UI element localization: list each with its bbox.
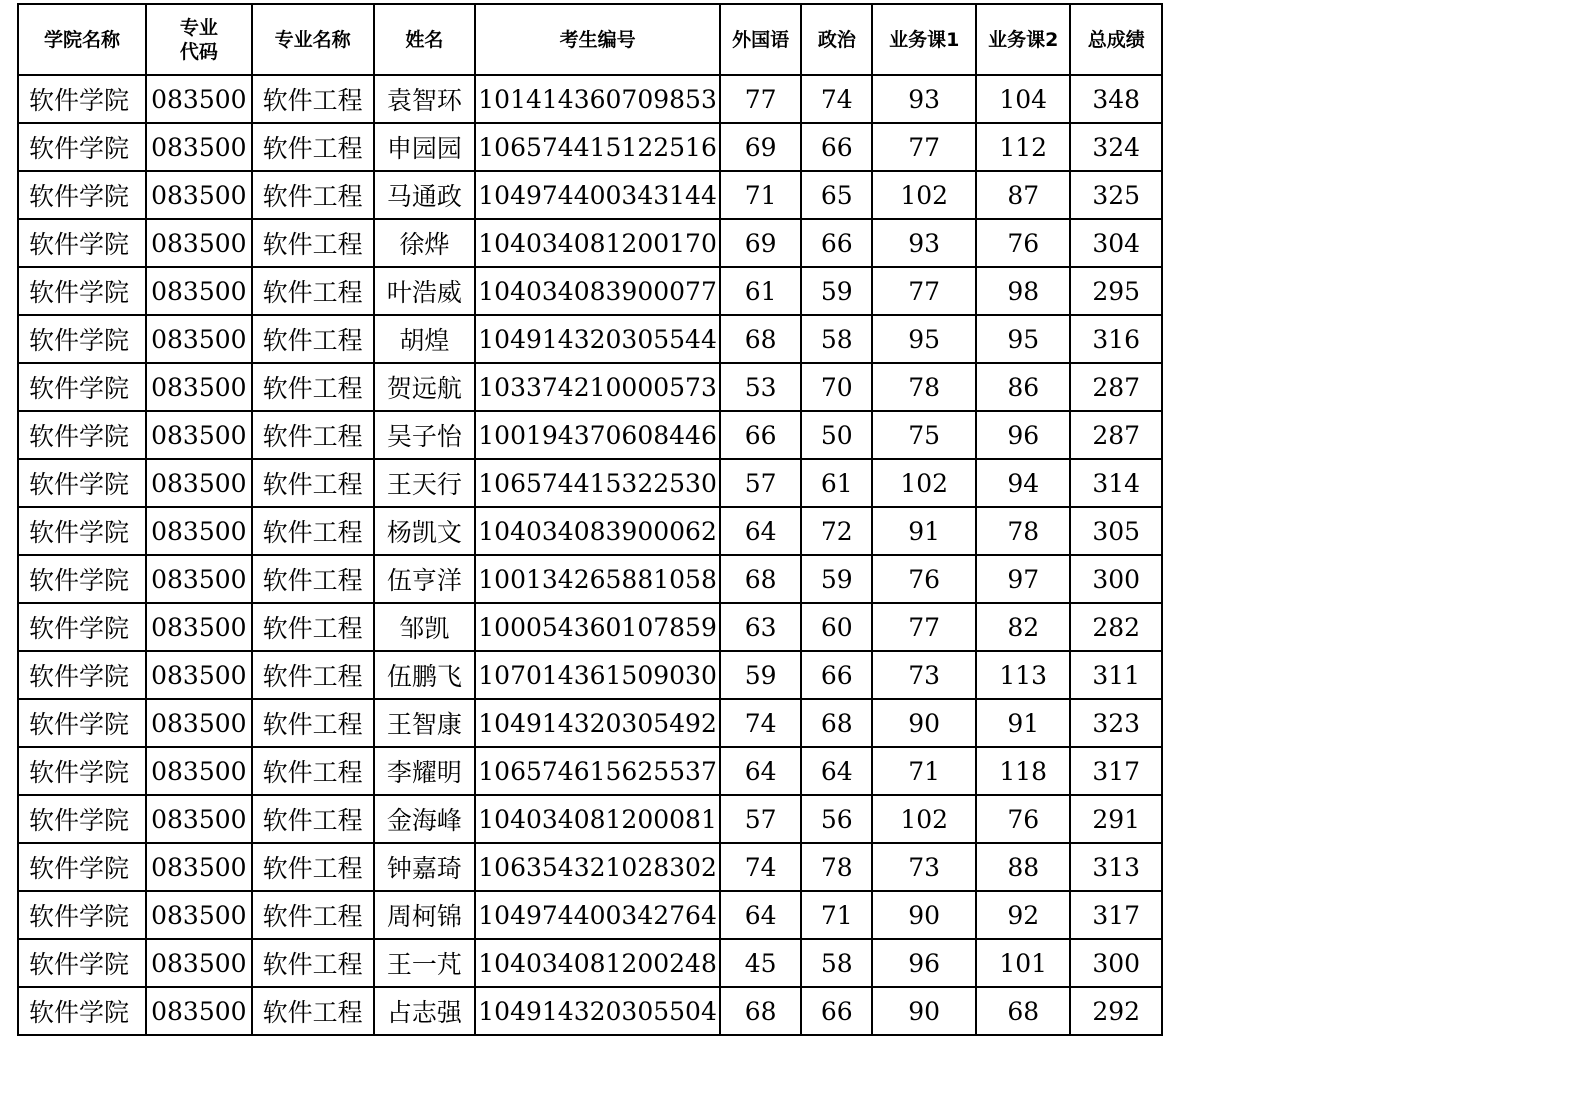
total-cell: 348 [1070,75,1162,123]
politics-cell: 50 [801,411,872,459]
total-cell: 305 [1070,507,1162,555]
major-name-cell: 软件工程 [252,987,374,1035]
exam-id-cell: 104034081200170 [475,219,720,267]
major-name-cell: 软件工程 [252,411,374,459]
major-code-cell: 083500 [146,795,252,843]
course1-cell: 77 [872,267,976,315]
exam-id-cell: 104974400343144 [475,171,720,219]
course1-cell: 77 [872,603,976,651]
major-code-cell: 083500 [146,555,252,603]
course1-cell: 102 [872,795,976,843]
total-cell: 323 [1070,699,1162,747]
major-code-cell: 083500 [146,699,252,747]
major-code-cell: 083500 [146,123,252,171]
total-cell: 311 [1070,651,1162,699]
major-name-cell: 软件工程 [252,123,374,171]
exam-id-cell: 104974400342764 [475,891,720,939]
header-course2: 业务课2 [976,4,1070,75]
name-cell: 伍鹏飞 [374,651,476,699]
header-name: 姓名 [374,4,476,75]
table-row [18,747,1162,795]
foreign-language-cell: 68 [720,555,801,603]
foreign-language-cell: 64 [720,507,801,555]
course2-cell: 112 [976,123,1070,171]
name-cell: 王智康 [374,699,476,747]
foreign-language-cell: 64 [720,747,801,795]
header-major-name: 专业名称 [252,4,374,75]
course1-cell: 90 [872,987,976,1035]
major-name-cell: 软件工程 [252,171,374,219]
major-name-cell: 软件工程 [252,843,374,891]
foreign-language-cell: 74 [720,843,801,891]
name-cell: 钟嘉琦 [374,843,476,891]
course1-cell: 75 [872,411,976,459]
total-cell: 287 [1070,363,1162,411]
foreign-language-cell: 61 [720,267,801,315]
table-row [18,843,1162,891]
foreign-language-cell: 69 [720,123,801,171]
major-name-cell: 软件工程 [252,267,374,315]
foreign-language-cell: 69 [720,219,801,267]
politics-cell: 70 [801,363,872,411]
college-cell: 软件学院 [18,747,146,795]
table-row [18,939,1162,987]
politics-cell: 68 [801,699,872,747]
course2-cell: 104 [976,75,1070,123]
total-cell: 324 [1070,123,1162,171]
politics-cell: 59 [801,555,872,603]
college-cell: 软件学院 [18,123,146,171]
major-code-cell: 083500 [146,315,252,363]
college-cell: 软件学院 [18,699,146,747]
course2-cell: 96 [976,411,1070,459]
major-code-cell: 083500 [146,75,252,123]
major-code-cell: 083500 [146,651,252,699]
politics-cell: 59 [801,267,872,315]
exam-id-cell: 100134265881058 [475,555,720,603]
college-cell: 软件学院 [18,507,146,555]
table-row [18,363,1162,411]
foreign-language-cell: 68 [720,315,801,363]
major-name-cell: 软件工程 [252,75,374,123]
course1-cell: 76 [872,555,976,603]
total-cell: 316 [1070,315,1162,363]
course2-cell: 91 [976,699,1070,747]
major-code-cell: 083500 [146,939,252,987]
score-table [17,3,1163,1036]
college-cell: 软件学院 [18,603,146,651]
exam-id-cell: 103374210000573 [475,363,720,411]
name-cell: 徐烨 [374,219,476,267]
total-cell: 317 [1070,891,1162,939]
table-row [18,267,1162,315]
college-cell: 软件学院 [18,843,146,891]
politics-cell: 56 [801,795,872,843]
header-college: 学院名称 [18,4,146,75]
college-cell: 软件学院 [18,363,146,411]
table-row [18,699,1162,747]
college-cell: 软件学院 [18,795,146,843]
course1-cell: 102 [872,459,976,507]
total-cell: 300 [1070,555,1162,603]
table-row [18,75,1162,123]
major-name-cell: 软件工程 [252,891,374,939]
total-cell: 295 [1070,267,1162,315]
major-name-cell: 软件工程 [252,651,374,699]
major-name-cell: 软件工程 [252,555,374,603]
major-name-cell: 软件工程 [252,315,374,363]
header-politics: 政治 [801,4,872,75]
foreign-language-cell: 71 [720,171,801,219]
major-name-cell: 软件工程 [252,699,374,747]
politics-cell: 58 [801,315,872,363]
name-cell: 杨凯文 [374,507,476,555]
name-cell: 伍亨洋 [374,555,476,603]
table-row [18,795,1162,843]
course1-cell: 93 [872,219,976,267]
exam-id-cell: 104034083900062 [475,507,720,555]
politics-cell: 66 [801,123,872,171]
table-row [18,459,1162,507]
foreign-language-cell: 66 [720,411,801,459]
exam-id-cell: 101414360709853 [475,75,720,123]
course2-cell: 95 [976,315,1070,363]
course2-cell: 68 [976,987,1070,1035]
course1-cell: 73 [872,843,976,891]
course2-cell: 97 [976,555,1070,603]
major-code-cell: 083500 [146,219,252,267]
college-cell: 软件学院 [18,987,146,1035]
major-name-cell: 软件工程 [252,459,374,507]
header-major-code-text: 专业 代码 [179,16,218,63]
table-header [18,4,1162,75]
header-total: 总成绩 [1070,4,1162,75]
total-cell: 325 [1070,171,1162,219]
exam-id-cell: 100194370608446 [475,411,720,459]
foreign-language-cell: 74 [720,699,801,747]
course2-cell: 98 [976,267,1070,315]
course2-cell: 118 [976,747,1070,795]
course2-cell: 101 [976,939,1070,987]
table-row [18,411,1162,459]
name-cell: 金海峰 [374,795,476,843]
politics-cell: 58 [801,939,872,987]
total-cell: 314 [1070,459,1162,507]
major-code-cell: 083500 [146,891,252,939]
college-cell: 软件学院 [18,555,146,603]
foreign-language-cell: 57 [720,459,801,507]
college-cell: 软件学院 [18,651,146,699]
exam-id-cell: 100054360107859 [475,603,720,651]
course2-cell: 88 [976,843,1070,891]
table-row [18,123,1162,171]
course2-cell: 94 [976,459,1070,507]
total-cell: 282 [1070,603,1162,651]
college-cell: 软件学院 [18,219,146,267]
table-body [18,75,1162,1035]
exam-id-cell: 104034083900077 [475,267,720,315]
name-cell: 叶浩威 [374,267,476,315]
name-cell: 吴子怡 [374,411,476,459]
name-cell: 占志强 [374,987,476,1035]
course1-cell: 90 [872,699,976,747]
name-cell: 周柯锦 [374,891,476,939]
table-row [18,603,1162,651]
college-cell: 软件学院 [18,411,146,459]
course1-cell: 93 [872,75,976,123]
header-course1: 业务课1 [872,4,976,75]
course2-cell: 76 [976,795,1070,843]
table-row [18,171,1162,219]
politics-cell: 65 [801,171,872,219]
major-name-cell: 软件工程 [252,507,374,555]
exam-id-cell: 104914320305504 [475,987,720,1035]
foreign-language-cell: 68 [720,987,801,1035]
name-cell: 王天行 [374,459,476,507]
major-code-cell: 083500 [146,459,252,507]
major-name-cell: 软件工程 [252,363,374,411]
college-cell: 软件学院 [18,459,146,507]
course2-cell: 92 [976,891,1070,939]
politics-cell: 64 [801,747,872,795]
course1-cell: 73 [872,651,976,699]
major-code-cell: 083500 [146,171,252,219]
table-row [18,891,1162,939]
course1-cell: 91 [872,507,976,555]
foreign-language-cell: 64 [720,891,801,939]
course2-cell: 86 [976,363,1070,411]
course2-cell: 87 [976,171,1070,219]
exam-id-cell: 104914320305544 [475,315,720,363]
major-name-cell: 软件工程 [252,603,374,651]
foreign-language-cell: 77 [720,75,801,123]
foreign-language-cell: 63 [720,603,801,651]
course2-cell: 78 [976,507,1070,555]
politics-cell: 66 [801,987,872,1035]
exam-id-cell: 104914320305492 [475,699,720,747]
exam-id-cell: 106574415322530 [475,459,720,507]
name-cell: 贺远航 [374,363,476,411]
major-name-cell: 软件工程 [252,939,374,987]
politics-cell: 66 [801,219,872,267]
total-cell: 287 [1070,411,1162,459]
college-cell: 软件学院 [18,75,146,123]
major-code-cell: 083500 [146,747,252,795]
politics-cell: 66 [801,651,872,699]
course1-cell: 90 [872,891,976,939]
total-cell: 317 [1070,747,1162,795]
foreign-language-cell: 59 [720,651,801,699]
table-row [18,555,1162,603]
name-cell: 袁智环 [374,75,476,123]
total-cell: 304 [1070,219,1162,267]
major-code-cell: 083500 [146,843,252,891]
exam-id-cell: 106574415122516 [475,123,720,171]
exam-id-cell: 106574615625537 [475,747,720,795]
course1-cell: 77 [872,123,976,171]
exam-id-cell: 104034081200248 [475,939,720,987]
major-code-cell: 083500 [146,987,252,1035]
major-code-cell: 083500 [146,507,252,555]
foreign-language-cell: 57 [720,795,801,843]
header-foreign-language: 外国语 [720,4,801,75]
exam-id-cell: 104034081200081 [475,795,720,843]
table-row [18,507,1162,555]
course1-cell: 95 [872,315,976,363]
politics-cell: 74 [801,75,872,123]
college-cell: 软件学院 [18,891,146,939]
major-name-cell: 软件工程 [252,795,374,843]
total-cell: 292 [1070,987,1162,1035]
foreign-language-cell: 53 [720,363,801,411]
college-cell: 软件学院 [18,267,146,315]
politics-cell: 60 [801,603,872,651]
table-row [18,315,1162,363]
major-code-cell: 083500 [146,363,252,411]
exam-id-cell: 106354321028302 [475,843,720,891]
table-row [18,651,1162,699]
foreign-language-cell: 45 [720,939,801,987]
politics-cell: 61 [801,459,872,507]
name-cell: 申园园 [374,123,476,171]
major-code-cell: 083500 [146,411,252,459]
politics-cell: 78 [801,843,872,891]
total-cell: 313 [1070,843,1162,891]
college-cell: 软件学院 [18,171,146,219]
politics-cell: 72 [801,507,872,555]
total-cell: 300 [1070,939,1162,987]
major-name-cell: 软件工程 [252,747,374,795]
college-cell: 软件学院 [18,939,146,987]
course2-cell: 113 [976,651,1070,699]
name-cell: 胡煌 [374,315,476,363]
course1-cell: 78 [872,363,976,411]
exam-id-cell: 107014361509030 [475,651,720,699]
course2-cell: 76 [976,219,1070,267]
table-row [18,219,1162,267]
course1-cell: 71 [872,747,976,795]
name-cell: 马通政 [374,171,476,219]
name-cell: 李耀明 [374,747,476,795]
course1-cell: 96 [872,939,976,987]
header-row [18,4,1162,75]
college-cell: 软件学院 [18,315,146,363]
major-code-cell: 083500 [146,603,252,651]
total-cell: 291 [1070,795,1162,843]
header-major-code [146,4,252,75]
major-code-cell: 083500 [146,267,252,315]
table-row [18,987,1162,1035]
politics-cell: 71 [801,891,872,939]
header-exam-id: 考生编号 [475,4,720,75]
name-cell: 邹凯 [374,603,476,651]
major-name-cell: 软件工程 [252,219,374,267]
course1-cell: 102 [872,171,976,219]
name-cell: 王一芃 [374,939,476,987]
course2-cell: 82 [976,603,1070,651]
